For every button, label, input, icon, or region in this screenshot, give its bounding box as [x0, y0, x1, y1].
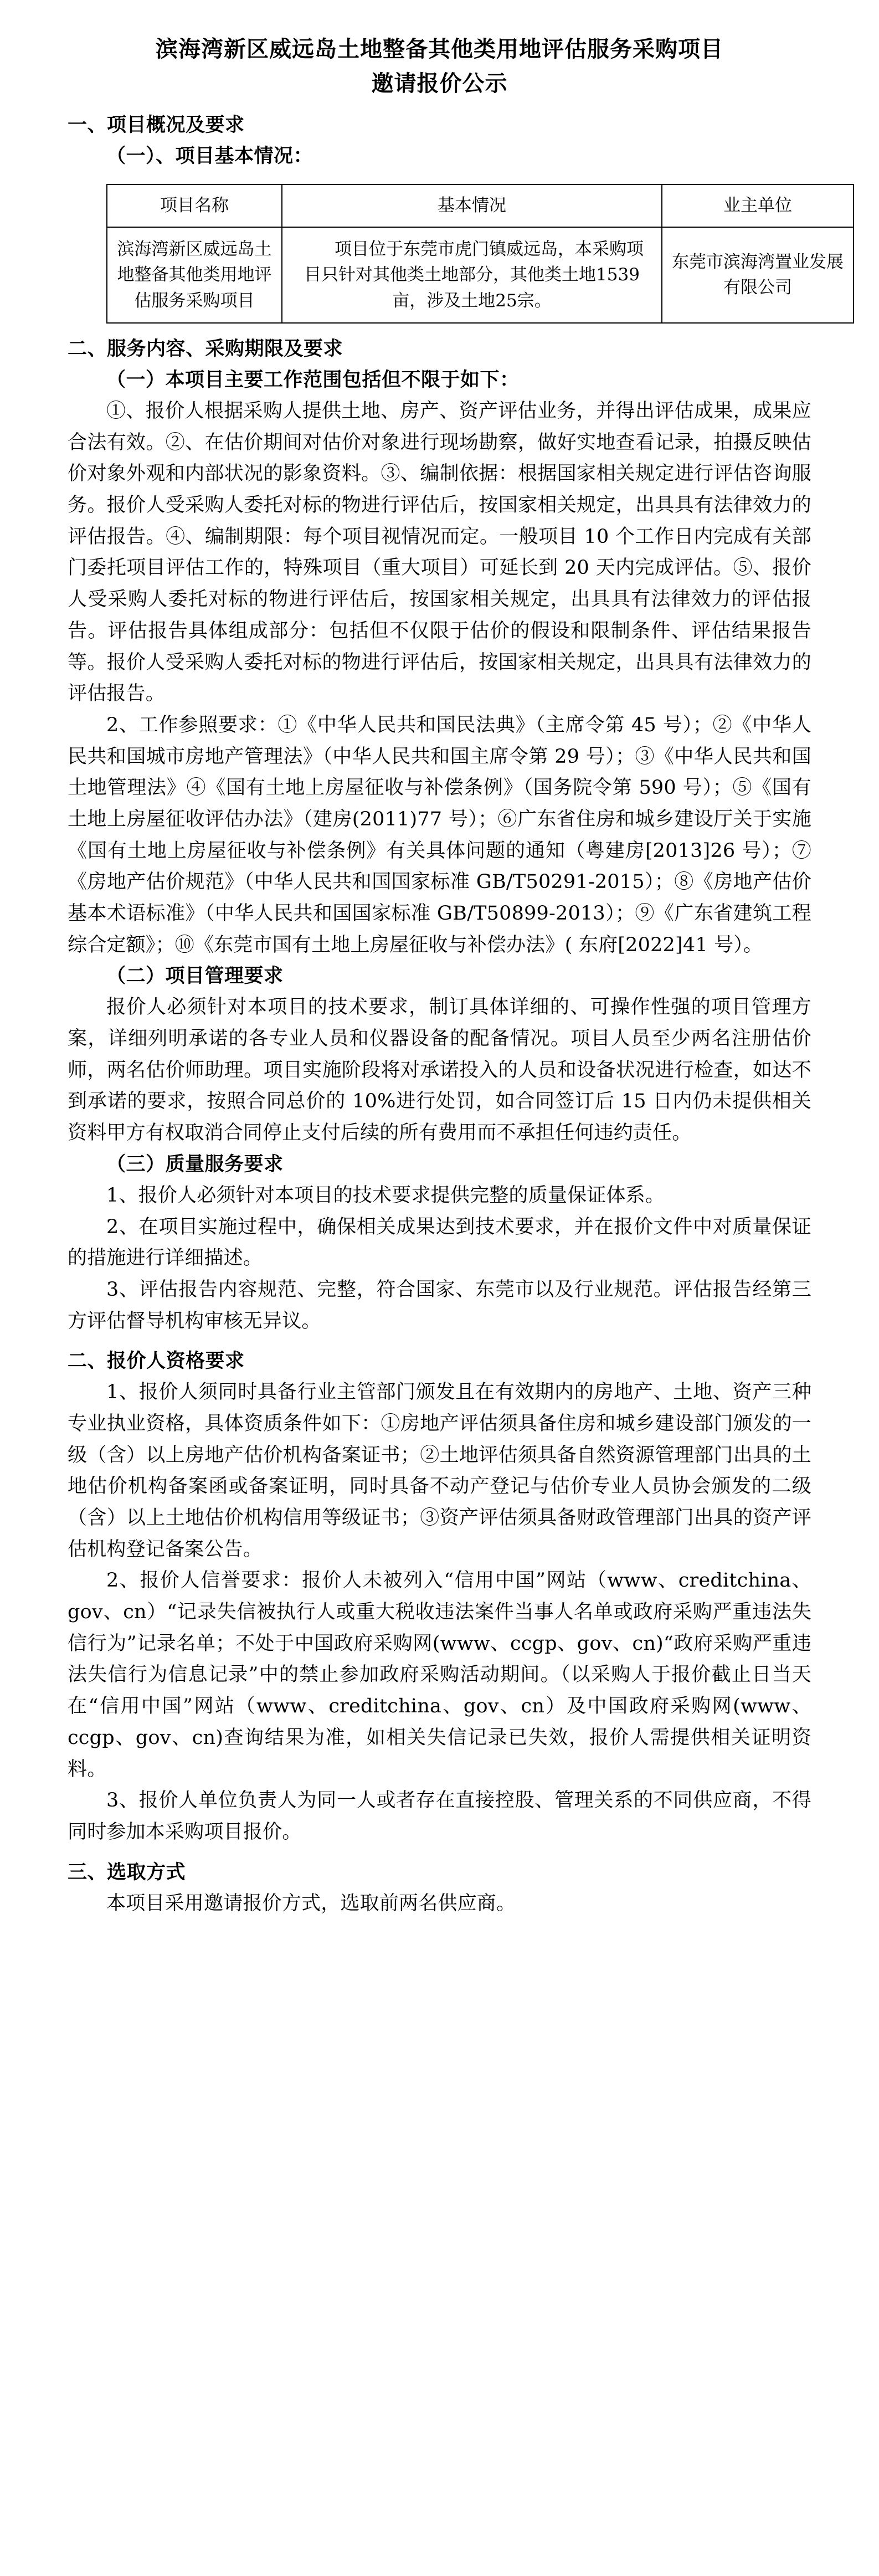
section-heading-1: 一、项目概况及要求	[68, 114, 245, 136]
paragraph-selection: 本项目采用邀请报价方式，选取前两名供应商。	[106, 1892, 516, 1915]
paragraph-qualification-2: 2、报价人信誉要求：报价人未被列入“信用中国”网站（www、creditchina、gov、cn）“记录失信被执行人或重大税收违法案件当事人名单或政府采购严重违法失信行为”记录名单；不处于中国政府采购网(www、ccgp、gov、cn)“政府采购严重违法失信行为信息记录”中的禁止参加政府采购活动期间。（以采购人于报价截止日当天在“信用中国”网站（www、creditchina、gov、cn）及中国政府采购网(www、ccgp、gov、cn)查询结果为准，如相关失信记录已失效，报价人需提供相关证明资料。	[68, 1569, 811, 1780]
paragraph-qualification-3: 3、报价人单位负责人为同一人或者存在直接控股、管理关系的不同供应商，不得同时参加本采购项目报价。	[68, 1789, 811, 1843]
subsection-heading-2-3: （三）质量服务要求	[106, 1152, 284, 1176]
paragraph-scope: ①、报价人根据采购人提供土地、房产、资产评估业务，并得出评估成果，成果应合法有效。②、在估价期间对估价对象进行现场勘察，做好实地查看记录，拍摄反映估价对象外观和内部状况的影象资料。③、编制依据：根据国家相关规定进行评估咨询服务。报价人受采购人委托对标的物进行评估后，按国家相关规定，出具具有法律效力的评估报告。④、编制期限：每个项目视情况而定。一般项目 10 个工作日内完成有关部门委托项目评估工作的，特殊项目（重大项目）可延长到 20 天内完成评估。⑤、报价人受采购人委托对标的物进行评估后，按国家相关规定，出具具有法律效力的评估报告。评估报告具体组成部分：包括但不仅限于估价的假设和限制条件、评估结果报告等。报价人受采购人委托对标的物进行评估后，按国家相关规定，出具具有法律效力的评估报告。	[68, 400, 811, 705]
paragraph-quality-2: 2、在项目实施过程中，确保相关成果达到技术要求，并在报价文件中对质量保证的措施进行详细描述。	[68, 1215, 811, 1270]
paragraph-qualification-1: 1、报价人须同时具备行业主管部门颁发且在有效期内的房地产、土地、资产三种专业执业资格，具体资质条件如下：①房地产评估须具备住房和城乡建设部门颁发的一级（含）以上房地产估价机构备案证书；②土地评估须具备自然资源管理部门出具的土地估价机构备案函或备案证明，同时具备不动产登记与估价专业人员协会颁发的二级（含）以上土地估价机构信用等级证书；③资产评估须具备财政管理部门出具的资产评估机构登记备案公告。	[68, 1381, 811, 1561]
subsection-heading-2-1: （一）本项目主要工作范围包括但不限于如下：	[106, 368, 520, 391]
table-row	[107, 227, 854, 324]
table-header-basic-info: 基本情况	[282, 184, 662, 227]
cell-owner: 东莞市滨海湾置业发展有限公司	[662, 227, 854, 324]
table-header-owner: 业主单位	[662, 184, 854, 227]
paragraph-quality-3: 3、评估报告内容规范、完整，符合国家、东莞市以及行业规范。评估报告经第三方评估督导机构审核无异议。	[68, 1278, 811, 1332]
paragraph-management: 报价人必须针对本项目的技术要求，制订具体详细的、可操作性强的项目管理方案，详细列明承诺的各专业人员和仪器设备的配备情况。项目人员至少两名注册估价师，两名估价师助理。项目实施阶段将对承诺投入的人员和设备状况进行检查，如达不到承诺的要求，按照合同总价的 10%进行处罚，如合同签订后 15 日内仍未提供相关资料甲方有权取消合同停止支付后续的所有费用而不承担任何违约责任。	[68, 996, 811, 1145]
table-header-project-name: 项目名称	[107, 184, 282, 227]
cell-basic-info: 项目位于东莞市虎门镇威远岛，本采购项目只针对其他类土地部分，其他类土地1539亩，涉及土地25宗。	[282, 227, 662, 324]
title-line-1: 滨海湾新区威远岛土地整备其他类用地评估服务采购项目	[156, 36, 723, 62]
section-heading-2: 二、服务内容、采购期限及要求	[68, 337, 343, 360]
basic-info-table-wrapper	[106, 184, 844, 324]
section-heading-4: 三、选取方式	[68, 1860, 186, 1884]
subsection-heading-2-2: （二）项目管理要求	[106, 964, 284, 988]
section-heading-3: 二、报价人资格要求	[68, 1349, 245, 1373]
title-line-2: 邀请报价公示	[371, 70, 508, 96]
paragraph-references: 2、工作参照要求：①《中华人民共和国民法典》（主席令第 45 号）；②《中华人民共和国城市房地产管理法》（中华人民共和国主席令第 29 号）；③《中华人民共和国土地管理法》④《国有土地上房屋征收与补偿条例》（国务院令第 590 号）；⑤《国有土地上房屋征收评估办法》（建房(2011)77 号）；⑥广东省住房和城乡建设厅关于实施《国有土地上房屋征收与补偿条例》有关具体问题的通知（粤建房[2013]26 号）；⑦《房地产估价规范》（中华人民共和国国家标准 GB/T50291-2015）；⑧《房地产估价基本术语标准》（中华人民共和国国家标准 GB/T50899-2013）；⑨《广东省建筑工程综合定额》；⑩《东莞市国有土地上房屋征收与补偿办法》( 东府[2022]41 号）。	[68, 714, 811, 956]
cell-project-name: 滨海湾新区威远岛土地整备其他类用地评估服务采购项目	[107, 227, 282, 324]
subsection-heading-1-1: （一）、项目基本情况：	[106, 145, 313, 167]
basic-info-table	[106, 184, 854, 324]
page-title	[68, 32, 811, 101]
paragraph-quality-1: 1、报价人必须针对本项目的技术要求提供完整的质量保证体系。	[106, 1184, 665, 1207]
table-header-row	[107, 184, 854, 227]
